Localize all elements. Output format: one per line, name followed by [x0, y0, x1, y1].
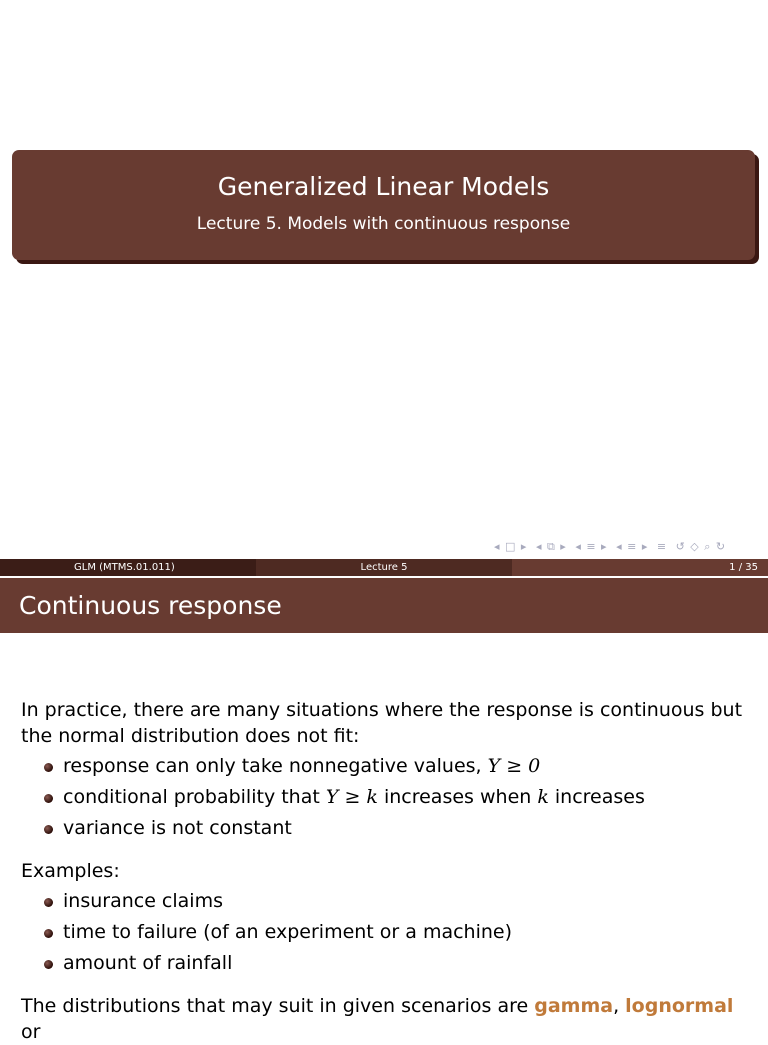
list-item: time to failure (of an experiment or a machine)	[21, 917, 751, 948]
closing-paragraph: The distributions that may suit in given scenarios are gamma, lognormal or	[21, 995, 734, 1043]
list-item: response can only take nonnegative values, Y ≥ 0	[21, 751, 751, 782]
highlight-lognormal: lognormal	[625, 995, 734, 1017]
frame-title: Continuous response	[19, 591, 282, 620]
title-block	[12, 150, 755, 260]
math-expression: Y ≥ k	[325, 786, 378, 808]
list-item: insurance claims	[21, 886, 751, 917]
presentation-title: Generalized Linear Models	[217, 172, 550, 201]
footline-left	[0, 559, 256, 576]
list-item: amount of rainfall	[21, 948, 751, 979]
bullet-icon	[44, 960, 53, 969]
bullet-icon	[44, 825, 53, 834]
bullet-icon	[44, 929, 53, 938]
footline-center	[256, 559, 512, 576]
course-code: GLM (MTMS.01.011)	[74, 562, 175, 573]
nav-section-icon[interactable]: ◂ ≡ ▸	[575, 540, 608, 553]
math-variable: k	[537, 786, 549, 808]
examples-list	[21, 886, 751, 979]
bullet-icon	[44, 794, 53, 803]
page-number: 1 / 35	[729, 562, 758, 573]
nav-document-icon[interactable]: ≡	[656, 540, 668, 553]
highlight-gamma: gamma	[534, 995, 614, 1017]
footline-right	[512, 559, 768, 576]
footline	[0, 559, 768, 576]
navigation-bar	[494, 540, 764, 558]
frame-title-bar	[0, 578, 768, 633]
presentation-subtitle: Lecture 5. Models with continuous response	[196, 214, 571, 234]
lecture-label: Lecture 5	[360, 562, 408, 573]
bullet-icon	[44, 898, 53, 907]
list-item: variance is not constant	[21, 813, 751, 844]
frame-body	[21, 697, 751, 1045]
nav-subsection-list-icon[interactable]: ◂ ≡ ▸	[616, 540, 649, 553]
nav-search-icon[interactable]: ↺ ◇ ⌕ ↻	[675, 540, 727, 553]
nav-subsection-icon[interactable]: ◂ ⧉ ▸	[535, 540, 567, 553]
math-expression: Y ≥ 0	[487, 755, 541, 777]
intro-paragraph: In practice, there are many situations where the response is continuous but the normal distribution does not fit:	[21, 699, 743, 747]
examples-label: Examples:	[21, 860, 120, 882]
conditions-list	[21, 751, 751, 844]
list-item: conditional probability that Y ≥ k increases when k increases	[21, 782, 751, 813]
nav-frame-icon[interactable]: ◂ □ ▸	[494, 540, 528, 553]
bullet-icon	[44, 763, 53, 772]
